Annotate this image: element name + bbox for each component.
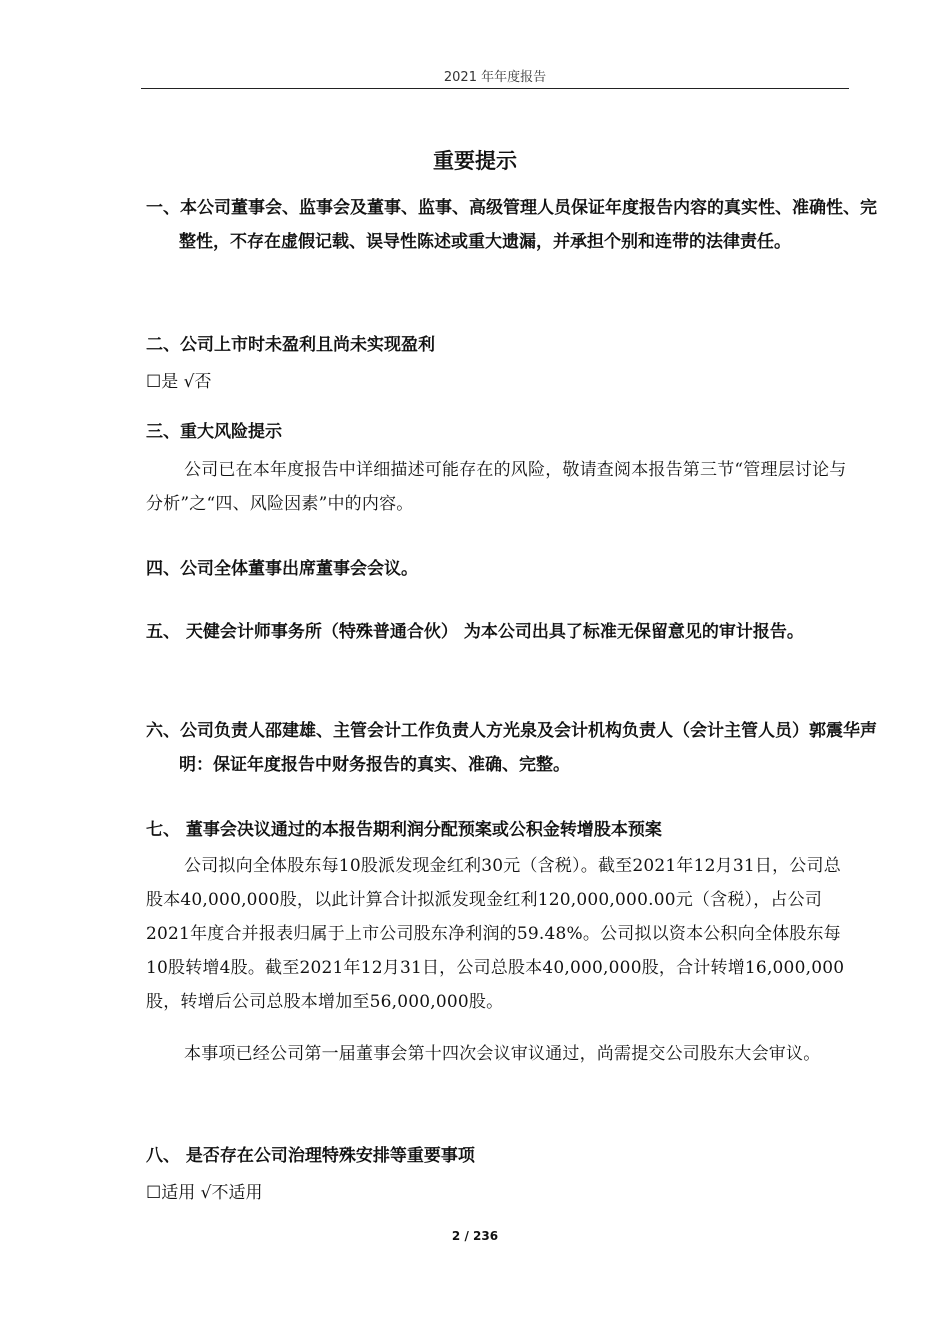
section-3-heading: 三、重大风险提示 <box>146 422 282 442</box>
section-2-options: ☐是 √否 <box>146 372 212 392</box>
running-header: 2021 年年度报告 <box>443 70 547 85</box>
page-title: 重要提示 <box>433 149 517 173</box>
section-4: 四、公司全体董事出席董事会会议。 <box>146 559 418 579</box>
section-7-note: 本事项已经公司第一届董事会第十四次会议审议通过，尚需提交公司股东大会审议。 <box>184 1044 821 1064</box>
section-3-body: 公司已在本年度报告中详细描述可能存在的风险，敬请查阅本报告第三节“管理层讨论与分析”之“四、风险因素”中的内容。 <box>146 460 847 514</box>
section-7-body: 公司拟向全体股东每10股派发现金红利30元（含税）。截至2021年12月31日，公司总股本40,000,000股，以此计算合计拟派发现金红利120,000,000.00元（含税），占公司2021年度合并报表归属于上市公司股东净利润的59.48%。公司拟以资本公积向全体股东每10股转增4股。截至2021年12月31日，公司总股本40,000,000股，合计转增16,000,000股，转增后公司总股本增加至56,000,000股。 <box>146 856 845 1012</box>
section-8-heading: 八、 是否存在公司治理特殊安排等重要事项 <box>146 1146 475 1166</box>
section-2-heading: 二、公司上市时未盈利且尚未实现盈利 <box>146 335 435 355</box>
section-8-options: ☐适用 √不适用 <box>146 1183 263 1203</box>
section-7-heading: 七、 董事会决议通过的本报告期利润分配预案或公积金转增股本预案 <box>146 820 662 840</box>
section-6: 六、公司负责人邵建雄、主管会计工作负责人方光泉及会计机构负责人（会计主管人员）郭震华声明：保证年度报告中财务报告的真实、准确、完整。 <box>146 721 877 775</box>
page-number: 2 / 236 <box>451 1229 499 1243</box>
section-5: 五、 天健会计师事务所（特殊普通合伙） 为本公司出具了标准无保留意见的审计报告。 <box>146 622 804 642</box>
section-1: 一、本公司董事会、监事会及董事、监事、高级管理人员保证年度报告内容的真实性、准确性、完整性，不存在虚假记载、误导性陈述或重大遗漏，并承担个别和连带的法律责任。 <box>146 198 877 252</box>
header-rule <box>141 88 849 89</box>
